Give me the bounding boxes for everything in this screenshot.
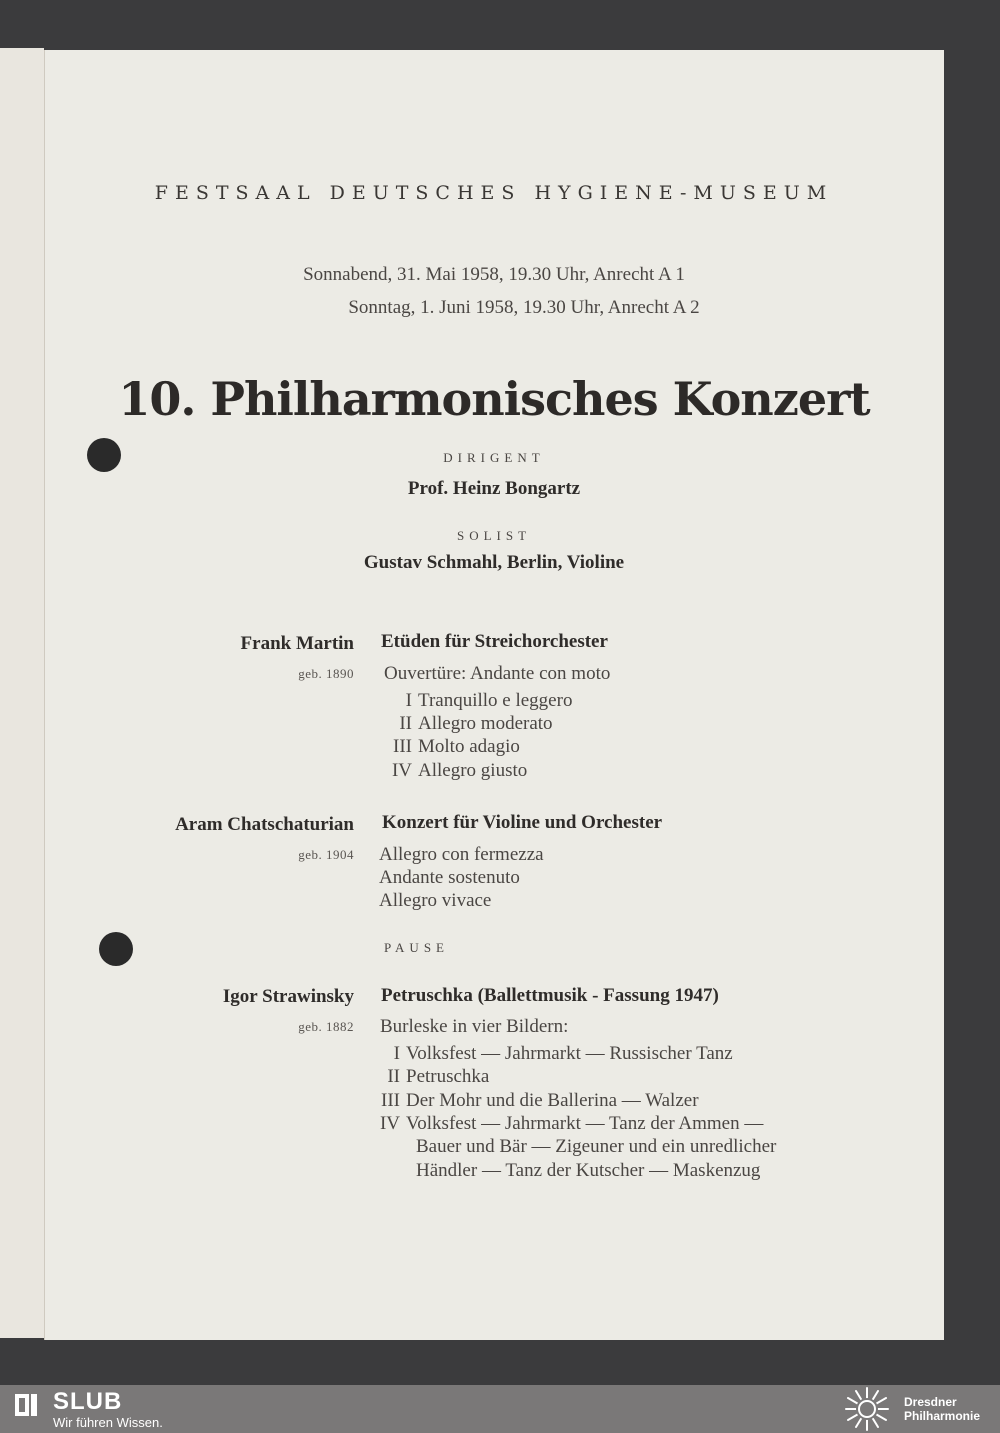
work-intro: Burleske in vier Bildern: xyxy=(380,1016,569,1037)
movement-line: Händler — Tanz der Kutscher — Maskenzug xyxy=(416,1160,761,1181)
work-title: Petruschka (Ballettmusik - Fassung 1947) xyxy=(381,985,719,1006)
composer-birth-year: geb. 1882 xyxy=(298,1019,354,1034)
movement-line xyxy=(378,713,553,735)
movement-text: Tranquillo e leggero xyxy=(418,690,573,711)
movement-text: Molto adagio xyxy=(418,736,520,757)
work-title: Etüden für Streichorchester xyxy=(381,631,608,652)
dresdner-philharmonie-wordmark[interactable] xyxy=(904,1395,980,1423)
dresdner-philharmonie-logo-icon[interactable] xyxy=(842,1387,892,1431)
movement-line: Bauer und Bär — Zigeuner und ein unredlicher xyxy=(416,1136,777,1157)
movement-number: II xyxy=(387,1066,400,1087)
movement-text: Der Mohr und die Ballerina — Walzer xyxy=(406,1090,699,1111)
movement-line xyxy=(378,736,520,758)
movement-text: Volksfest — Jahrmarkt — Tanz der Ammen — xyxy=(406,1113,764,1134)
composer-name: Igor Strawinsky xyxy=(222,986,354,1007)
left-page-edge xyxy=(0,48,44,1338)
movement-number: III xyxy=(393,736,412,757)
composer-birth-year: geb. 1890 xyxy=(298,666,354,681)
composer-name: Aram Chatschaturian xyxy=(175,814,354,835)
soloist-label: SOLIST xyxy=(456,528,532,543)
composer-birth-year: geb. 1904 xyxy=(298,847,354,862)
movement-text: Volksfest — Jahrmarkt — Russischer Tanz xyxy=(406,1043,733,1064)
date-line-1: Sonnabend, 31. Mai 1958, 19.30 Uhr, Anrecht A 1 xyxy=(303,264,685,285)
slub-logo-icon[interactable] xyxy=(12,1391,40,1419)
movement-number: III xyxy=(381,1090,400,1111)
movement-line xyxy=(378,690,572,712)
work-intro: Ouvertüre: Andante con moto xyxy=(384,663,611,684)
slub-tagline: Wir führen Wissen. xyxy=(53,1415,163,1430)
viewer-footer xyxy=(0,1385,1000,1433)
movement-number: IV xyxy=(379,1113,400,1134)
conductor-name: Prof. Heinz Bongartz xyxy=(407,478,581,499)
movement-number: II xyxy=(399,713,412,734)
movement-text: Petruschka xyxy=(406,1066,490,1087)
movement-line xyxy=(366,1066,489,1088)
partner-line-2: Philharmonie xyxy=(904,1409,981,1423)
movement-line xyxy=(366,1090,699,1112)
movement-line: Andante sostenuto xyxy=(379,867,520,888)
composer-name: Frank Martin xyxy=(240,633,354,654)
movement-line: Allegro con fermezza xyxy=(379,844,544,865)
concert-title: 10. Philharmonisches Konzert xyxy=(118,372,870,426)
program-page xyxy=(44,50,944,1340)
partner-line-1: Dresdner xyxy=(904,1395,957,1409)
movement-number: I xyxy=(393,1043,400,1064)
movement-line xyxy=(378,760,527,782)
pause-label: PAUSE xyxy=(384,940,449,955)
conductor-label: DIRIGENT xyxy=(443,450,545,465)
movement-number: IV xyxy=(391,760,412,781)
movement-number: I xyxy=(405,690,412,711)
slub-logo-text[interactable]: SLUB xyxy=(53,1388,123,1415)
venue-heading: FESTSAAL DEUTSCHES HYGIENE-MUSEUM xyxy=(154,182,834,204)
movement-line xyxy=(366,1113,763,1135)
movement-line xyxy=(366,1043,733,1065)
punch-hole xyxy=(99,932,133,966)
date-line-2: Sonntag, 1. Juni 1958, 19.30 Uhr, Anrecht A 2 xyxy=(348,297,700,318)
movement-line: Allegro vivace xyxy=(379,890,492,911)
soloist-name: Gustav Schmahl, Berlin, Violine xyxy=(363,552,625,573)
movement-text: Allegro giusto xyxy=(418,760,528,781)
work-title: Konzert für Violine und Orchester xyxy=(382,812,663,833)
movement-text: Allegro moderato xyxy=(418,713,553,734)
